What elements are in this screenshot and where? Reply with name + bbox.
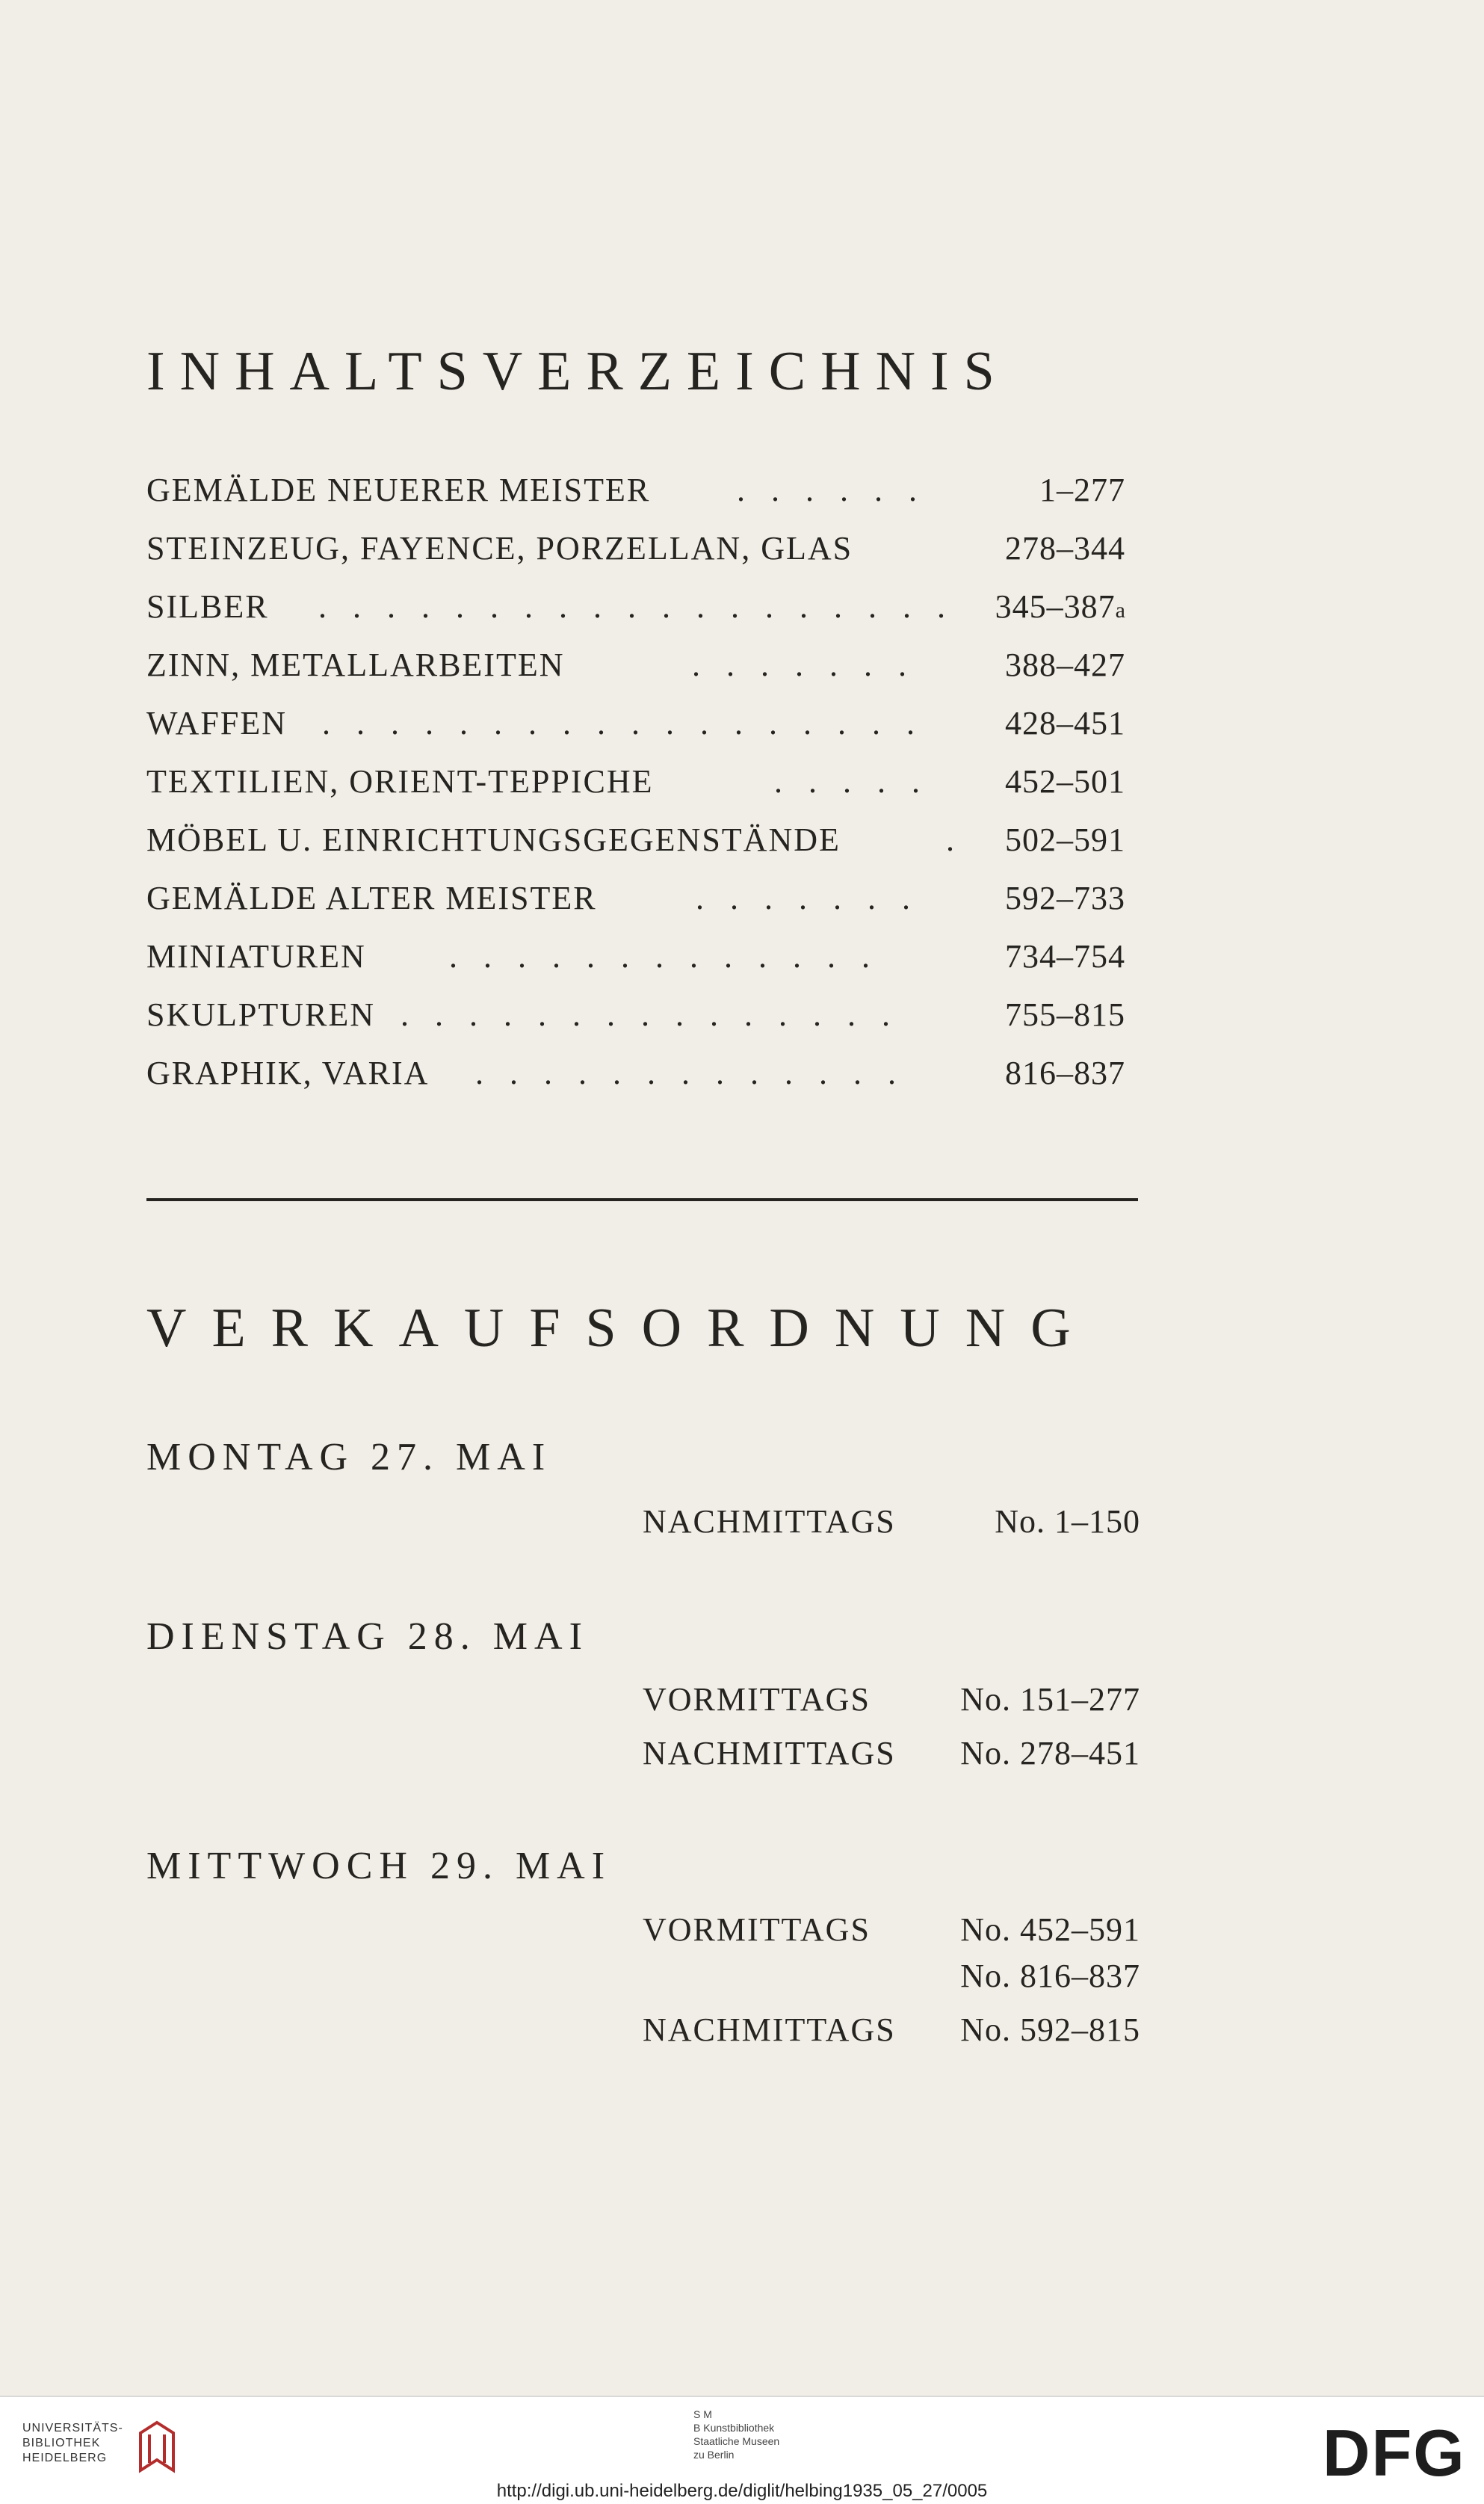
toc-label: MINIATUREN (146, 938, 366, 975)
toc-label: MÖBEL U. EINRICHTUNGSGEGENSTÄNDE (146, 821, 841, 858)
toc-row (146, 471, 1125, 519)
lot-range: No. 1–150 (995, 1503, 1140, 1540)
contents-heading: INHALTSVERZEICHNIS (146, 341, 1010, 402)
toc-row (146, 762, 1125, 810)
toc-label: SKULPTUREN (146, 996, 376, 1033)
session-time: NACHMITTAGS (643, 2011, 896, 2048)
toc-range: 345–387a (995, 588, 1125, 625)
toc-row (146, 937, 1125, 985)
library-name: UNIVERSITÄTS- BIBLIOTHEK HEIDELBERG (22, 2422, 123, 2464)
toc-leader: . . . . . . . . . . . . . (449, 938, 879, 975)
toc-row (146, 996, 1125, 1043)
toc-range: 452–501 (1005, 763, 1125, 800)
toc-row (146, 646, 1125, 694)
lot-range: No. 278–451 (960, 1735, 1140, 1771)
section-divider (146, 1198, 1138, 1201)
toc-leader: . . . . . . . (692, 647, 915, 683)
toc-row (146, 879, 1125, 927)
toc-range: 428–451 (1005, 705, 1125, 741)
sale-day: DIENSTAG 28. MAI (146, 1615, 589, 1658)
toc-range: 755–815 (1005, 996, 1125, 1033)
toc-label: GEMÄLDE ALTER MEISTER (146, 880, 597, 916)
sale-day: MITTWOCH 29. MAI (146, 1845, 612, 1887)
toc-row (146, 1054, 1125, 1102)
toc-range: 734–754 (1005, 938, 1125, 975)
toc-label: SILBER (146, 588, 269, 625)
lot-range: No. 816–837 (960, 1958, 1140, 1994)
source-url[interactable]: http://digi.ub.uni-heidelberg.de/diglit/helbing1935_05_27/0005 (496, 2481, 988, 2501)
toc-leader: . . . . . (774, 763, 929, 800)
toc-label: TEXTILIEN, ORIENT-TEPPICHE (146, 763, 654, 800)
toc-row (146, 704, 1125, 752)
museum-stamp: S M B Kunstbibliothek Staatliche Museen zu Berlin (693, 2408, 780, 2461)
toc-label: STEINZEUG, FAYENCE, PORZELLAN, GLAS (146, 530, 853, 567)
session-time: VORMITTAGS (643, 1911, 871, 1948)
session-time: NACHMITTAGS (643, 1503, 896, 1540)
toc-leader: . . . . . . . . . . . . . (475, 1055, 905, 1091)
sale-day: MONTAG 27. MAI (146, 1436, 552, 1478)
toc-range: 502–591 (1005, 821, 1125, 858)
dfg-logo: DFG (1323, 2416, 1466, 2490)
lot-range: No. 592–815 (960, 2011, 1140, 2048)
session-time: VORMITTAGS (643, 1681, 871, 1718)
viewer-footer (0, 2396, 1484, 2504)
ub-heidelberg-logo-icon (135, 2418, 179, 2476)
toc-row (146, 821, 1125, 869)
sale-order-heading: VERKAUFSORDNUNG (146, 1298, 1096, 1359)
toc-leader: . (946, 821, 963, 858)
toc-row (146, 588, 1125, 635)
toc-leader: . . . . . . . . . . . . . . . (401, 996, 899, 1033)
toc-label: GEMÄLDE NEUERER MEISTER (146, 472, 651, 508)
lot-range: No. 452–591 (960, 1911, 1140, 1948)
toc-range: 388–427 (1005, 647, 1125, 683)
toc-leader: . . . . . . . . . . . . . . . . . . (322, 705, 924, 741)
toc-label: ZINN, METALLARBEITEN (146, 647, 565, 683)
toc-leader: . . . . . . (737, 472, 926, 508)
toc-range: 278–344 (1005, 530, 1125, 567)
lot-range: No. 151–277 (960, 1681, 1140, 1718)
toc-range: 592–733 (1005, 880, 1125, 916)
toc-leader: . . . . . . . . . . . . . . . . . . . (318, 588, 954, 625)
toc-range: 1–277 (1039, 472, 1125, 508)
toc-leader: . . . . . . . (696, 880, 919, 916)
toc-label: WAFFEN (146, 705, 288, 741)
toc-label: GRAPHIK, VARIA (146, 1055, 430, 1091)
toc-range: 816–837 (1005, 1055, 1125, 1091)
toc-row (146, 529, 1125, 577)
session-time: NACHMITTAGS (643, 1735, 896, 1771)
